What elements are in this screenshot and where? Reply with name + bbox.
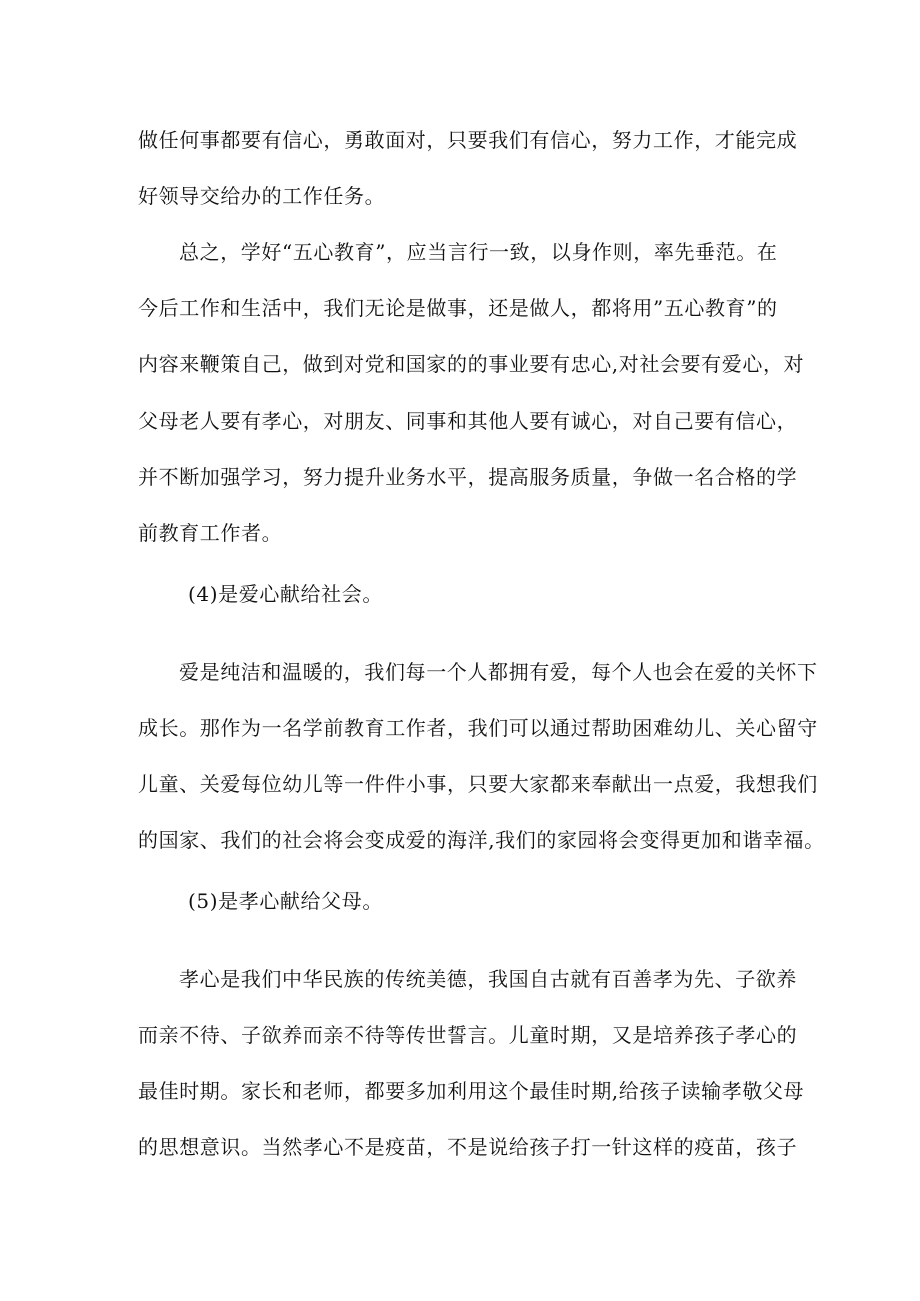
- paragraph-4-line-4: 的思想意识。当然孝心不是疫苗，不是说给孩子打一针这样的疫苗，孩子: [138, 1135, 798, 1159]
- paragraph-2-line-3: 内容来鞭策自己，做到对党和国家的的事业要有忠心,对社会要有爱心，对: [138, 352, 805, 376]
- section-heading-5: (5)是孝心献给父母。: [188, 889, 383, 913]
- paragraph-2-line-6: 前教育工作者。: [138, 521, 283, 545]
- paragraph-2-line-4: 父母老人要有孝心，对朋友、同事和其他人要有诚心，对自己要有信心，: [138, 409, 798, 433]
- paragraph-4-line-3: 最佳时期。家长和老师，都要多加利用这个最佳时期,给孩子读输孝敬父母: [138, 1079, 805, 1103]
- paragraph-1-line-1: 做任何事都要有信心，勇敢面对，只要我们有信心，努力工作，才能完成: [138, 128, 798, 152]
- paragraph-2-line-1: 总之，学好“五心教育”，应当言行一致，以身作则，率先垂范。在: [179, 240, 778, 264]
- paragraph-2-line-5: 并不断加强学习，努力提升业务水平，提高服务质量，争做一名合格的学: [138, 465, 798, 489]
- paragraph-4-line-1: 孝心是我们中华民族的传统美德，我国自古就有百善孝为先、子欲养: [179, 967, 797, 991]
- paragraph-3-line-2: 成长。那作为一名学前教育工作者，我们可以通过帮助困难幼儿、关心留守: [138, 716, 818, 740]
- paragraph-3-line-1: 爱是纯洁和温暖的，我们每一个人都拥有爱，每个人也会在爱的关怀下: [179, 660, 818, 684]
- paragraph-3-line-4: 的国家、我们的社会将会变成爱的海洋,我们的家园将会变得更加和谐幸福。: [138, 828, 825, 852]
- paragraph-1-line-2: 好领导交给办的工作任务。: [138, 184, 386, 208]
- paragraph-2-line-2: 今后工作和生活中，我们无论是做事，还是做人，都将用”五心教育”的: [138, 296, 778, 320]
- paragraph-4-line-2: 而亲不待、子欲养而亲不待等传世誓言。儿童时期，又是培养孩子孝心的: [138, 1023, 798, 1047]
- section-heading-4: (4)是爱心献给社会。: [188, 582, 383, 606]
- paragraph-3-line-3: 儿童、关爱每位幼儿等一件件小事，只要大家都来奉献出一点爱，我想我们: [138, 772, 818, 796]
